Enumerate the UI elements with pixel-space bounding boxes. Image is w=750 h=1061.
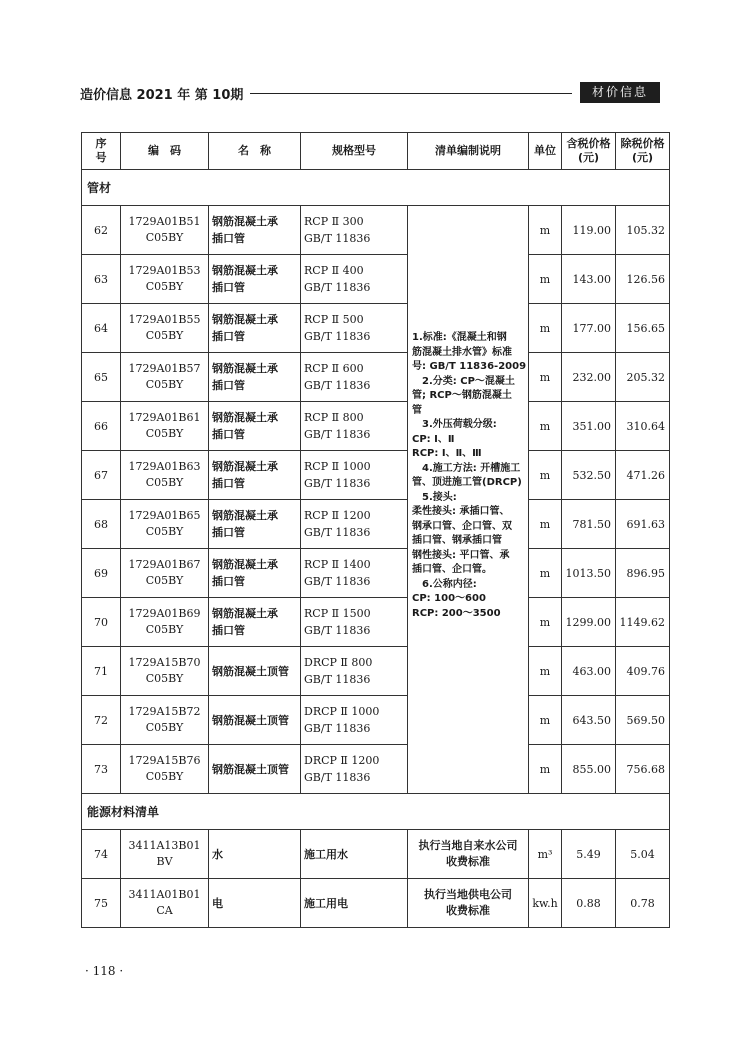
item-name: 钢筋混凝土承 插口管 — [209, 255, 301, 304]
item-spec: RCP Ⅱ 1400 GB/T 11836 — [301, 549, 408, 598]
col-header-name: 名 称 — [209, 133, 301, 170]
note-line: 3.外压荷载分级: — [412, 419, 497, 430]
item-spec: 施工用电 — [301, 879, 408, 928]
header-rule — [250, 93, 572, 94]
tax-price: 232.00 — [562, 353, 616, 402]
table-row — [82, 647, 670, 696]
item-code: 1729A15B76 C05BY — [121, 745, 209, 794]
item-name: 钢筋混凝土承 插口管 — [209, 500, 301, 549]
notax-price: 896.95 — [616, 549, 670, 598]
item-unit: m — [529, 353, 562, 402]
item-unit: m³ — [529, 830, 562, 879]
note-line: 5.接头: — [412, 491, 457, 503]
notax-price: 5.04 — [616, 830, 670, 879]
item-name: 水 — [209, 830, 301, 879]
notax-price: 569.50 — [616, 696, 670, 745]
col-header-unit: 单位 — [529, 133, 562, 170]
tax-price: 143.00 — [562, 255, 616, 304]
row-number: 67 — [82, 451, 121, 500]
item-spec: DRCP Ⅱ 800 GB/T 11836 — [301, 647, 408, 696]
item-spec: RCP Ⅱ 300 GB/T 11836 — [301, 206, 408, 255]
page-header — [80, 82, 660, 104]
row-number: 70 — [82, 598, 121, 647]
table-row — [82, 500, 670, 549]
notax-price: 0.78 — [616, 879, 670, 928]
page-number: · 118 · — [85, 964, 124, 978]
col-header-code: 编 码 — [121, 133, 209, 170]
row-number: 71 — [82, 647, 121, 696]
section-badge: 材价信息 — [580, 82, 660, 103]
table-row — [82, 879, 670, 928]
item-unit: m — [529, 500, 562, 549]
row-number: 65 — [82, 353, 121, 402]
item-name: 钢筋混凝土承 插口管 — [209, 304, 301, 353]
section-row-energy — [82, 794, 670, 830]
table-row — [82, 549, 670, 598]
section-title: 管材 — [82, 170, 670, 206]
item-name: 钢筋混凝土顶管 — [209, 647, 301, 696]
tax-price: 1013.50 — [562, 549, 616, 598]
item-unit: m — [529, 206, 562, 255]
notax-price: 1149.62 — [616, 598, 670, 647]
note-line: 4.施工方法: 开槽施工 — [412, 462, 521, 474]
table-row — [82, 255, 670, 304]
note-line: RCP: Ⅰ、Ⅱ、Ⅲ — [412, 448, 482, 459]
item-unit: m — [529, 696, 562, 745]
note-line: 管、顶进施工管(DRCP) — [412, 477, 522, 488]
note-line: 钢性接头: 平口管、承 — [412, 549, 510, 561]
item-spec: RCP Ⅱ 600 GB/T 11836 — [301, 353, 408, 402]
row-number: 62 — [82, 206, 121, 255]
section-row-pipes — [82, 170, 670, 206]
item-name: 钢筋混凝土承 插口管 — [209, 451, 301, 500]
row-number: 64 — [82, 304, 121, 353]
note-line: 插口管、企口管。 — [412, 564, 492, 575]
item-code: 1729A15B72 C05BY — [121, 696, 209, 745]
note-line: RCP: 200～3500 — [412, 607, 501, 619]
item-code: 1729A01B65 C05BY — [121, 500, 209, 549]
tax-price: 643.50 — [562, 696, 616, 745]
table-row — [82, 745, 670, 794]
item-code: 1729A01B57 C05BY — [121, 353, 209, 402]
item-unit: m — [529, 304, 562, 353]
item-unit: kw.h — [529, 879, 562, 928]
note-line: CP: 100～600 — [412, 593, 486, 604]
row-number: 69 — [82, 549, 121, 598]
table-row — [82, 451, 670, 500]
item-code: 1729A01B53 C05BY — [121, 255, 209, 304]
tax-price: 532.50 — [562, 451, 616, 500]
item-code: 1729A01B67 C05BY — [121, 549, 209, 598]
row-number: 73 — [82, 745, 121, 794]
row-number: 68 — [82, 500, 121, 549]
note-line: CP: Ⅰ、Ⅱ — [412, 433, 455, 445]
col-header-tax-price: 含税价格(元) — [562, 133, 616, 170]
item-spec: RCP Ⅱ 1500 GB/T 11836 — [301, 598, 408, 647]
item-name: 钢筋混凝土顶管 — [209, 696, 301, 745]
item-unit: m — [529, 745, 562, 794]
item-name: 钢筋混凝土承 插口管 — [209, 353, 301, 402]
col-header-no: 序号 — [82, 133, 121, 170]
tax-price: 855.00 — [562, 745, 616, 794]
item-unit: m — [529, 598, 562, 647]
note-line: 柔性接头: 承插口管、 — [412, 506, 510, 517]
row-number: 74 — [82, 830, 121, 879]
row-number: 66 — [82, 402, 121, 451]
item-note: 执行当地供电公司 收费标准 — [408, 879, 529, 928]
price-table — [81, 132, 670, 928]
tax-price: 5.49 — [562, 830, 616, 879]
table-row — [82, 830, 670, 879]
col-header-note: 清单编制说明 — [408, 133, 529, 170]
item-note: 执行当地自来水公司 收费标准 — [408, 830, 529, 879]
item-name: 钢筋混凝土承 插口管 — [209, 598, 301, 647]
notax-price: 126.56 — [616, 255, 670, 304]
tax-price: 1299.00 — [562, 598, 616, 647]
tax-price: 781.50 — [562, 500, 616, 549]
note-line: 钢承口管、企口管、双 — [412, 520, 512, 532]
note-line: 插口管、钢承插口管 — [412, 535, 502, 546]
item-spec: RCP Ⅱ 500 GB/T 11836 — [301, 304, 408, 353]
col-header-spec: 规格型号 — [301, 133, 408, 170]
tax-price: 119.00 — [562, 206, 616, 255]
item-unit: m — [529, 402, 562, 451]
notax-price: 310.64 — [616, 402, 670, 451]
col-header-notax-price: 除税价格(元) — [616, 133, 670, 170]
item-code: 1729A01B63 C05BY — [121, 451, 209, 500]
table-row — [82, 598, 670, 647]
item-spec: DRCP Ⅱ 1000 GB/T 11836 — [301, 696, 408, 745]
table-row — [82, 696, 670, 745]
notax-price: 409.76 — [616, 647, 670, 696]
table-header-row — [82, 133, 670, 170]
item-spec: RCP Ⅱ 400 GB/T 11836 — [301, 255, 408, 304]
notax-price: 156.65 — [616, 304, 670, 353]
notax-price: 105.32 — [616, 206, 670, 255]
item-code: 1729A01B61 C05BY — [121, 402, 209, 451]
table-row — [82, 206, 670, 255]
notax-price: 471.26 — [616, 451, 670, 500]
item-spec: RCP Ⅱ 1200 GB/T 11836 — [301, 500, 408, 549]
item-spec: 施工用水 — [301, 830, 408, 879]
table-row — [82, 304, 670, 353]
tax-price: 0.88 — [562, 879, 616, 928]
item-unit: m — [529, 549, 562, 598]
notax-price: 756.68 — [616, 745, 670, 794]
note-line: 筋混凝土排水管》标准 — [412, 346, 512, 358]
item-unit: m — [529, 647, 562, 696]
item-code: 1729A01B51 C05BY — [121, 206, 209, 255]
item-name: 钢筋混凝土承 插口管 — [209, 549, 301, 598]
notax-price: 691.63 — [616, 500, 670, 549]
item-name: 钢筋混凝土承 插口管 — [209, 402, 301, 451]
item-spec: RCP Ⅱ 800 GB/T 11836 — [301, 402, 408, 451]
item-name: 钢筋混凝土顶管 — [209, 745, 301, 794]
item-unit: m — [529, 255, 562, 304]
item-spec: DRCP Ⅱ 1200 GB/T 11836 — [301, 745, 408, 794]
note-line: 管 — [412, 404, 422, 416]
item-unit: m — [529, 451, 562, 500]
row-number: 72 — [82, 696, 121, 745]
table-row — [82, 402, 670, 451]
item-code: 3411A01B01 CA — [121, 879, 209, 928]
tax-price: 463.00 — [562, 647, 616, 696]
item-code: 1729A01B69 C05BY — [121, 598, 209, 647]
note-line: 号: GB/T 11836-2009 — [412, 361, 527, 372]
pipe-spec-note — [408, 206, 529, 794]
item-name: 电 — [209, 879, 301, 928]
publication-title: 造价信息 2021 年 第 10期 — [80, 88, 244, 103]
item-code: 3411A13B01 BV — [121, 830, 209, 879]
item-code: 1729A01B55 C05BY — [121, 304, 209, 353]
note-line: 1.标准:《混凝土和钢 — [412, 332, 507, 343]
item-name: 钢筋混凝土承 插口管 — [209, 206, 301, 255]
note-line: 2.分类: CP～混凝土 — [412, 375, 515, 387]
row-number: 75 — [82, 879, 121, 928]
item-spec: RCP Ⅱ 1000 GB/T 11836 — [301, 451, 408, 500]
note-line: 管; RCP～钢筋混凝土 — [412, 390, 512, 401]
tax-price: 351.00 — [562, 402, 616, 451]
section-title: 能源材料清单 — [82, 794, 670, 830]
notax-price: 205.32 — [616, 353, 670, 402]
item-code: 1729A15B70 C05BY — [121, 647, 209, 696]
tax-price: 177.00 — [562, 304, 616, 353]
row-number: 63 — [82, 255, 121, 304]
table-row — [82, 353, 670, 402]
note-line: 6.公称内径: — [412, 578, 477, 590]
